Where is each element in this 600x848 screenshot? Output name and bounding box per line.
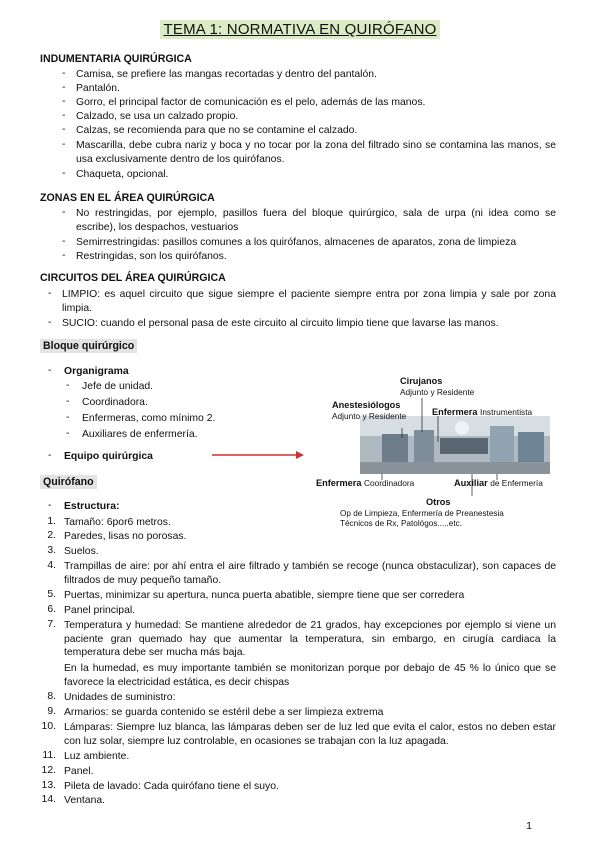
enf2-bold: Enfermera (316, 478, 362, 488)
list-item: Lámparas: Siempre luz blanca, las lámparas deben ser de luz led que evita el calor, estos no deben estar con luz solar, siempre luz controlable, en ocasiones se trabajan con la luz apagada. (64, 722, 556, 747)
arrow-right-icon (210, 448, 306, 462)
list-item: Luz ambiente. (64, 751, 130, 762)
bullet-dash: - (66, 380, 70, 391)
label-otros: Otros (426, 497, 451, 507)
bloque-heading-text: Bloque quirúrgico (40, 339, 137, 353)
list-item: SUCIO: cuando el personal pasa de este circuito al circuito limpio tiene que lavarse las manos. (62, 318, 499, 329)
heading-indumentaria: INDUMENTARIA QUIRÚRGICA (40, 53, 192, 65)
label-otros-l1: Op de Limpieza, Enfermería de Preanestesia (340, 509, 504, 518)
item-number: 10. (41, 721, 56, 732)
list-item: Temperatura y humedad: Se mantiene alrededor de 21 grados, hay excepciones por ejemplo si viene un paciente gran quemado hay que aumentar la temperatura, sin embargo, en cirugía cardiaca la temperatura debe ser mucha más baja. (64, 620, 556, 658)
estructura-label: Estructura: (64, 501, 120, 512)
item-number: 7. (47, 619, 56, 630)
heading-zonas: ZONAS EN EL ÁREA QUIRÚRGICA (40, 192, 215, 204)
label-enfermera-instrumentista (432, 407, 532, 417)
list-item: Mascarilla, debe cubra nariz y boca y no tocar por la zona del filtrado sino se contamina las manos, se usa exclusivamente dentro de los quirófanos. (76, 140, 556, 165)
bullet-dash: - (66, 428, 70, 439)
bullet-dash: - (62, 236, 66, 247)
item-number: 1. (47, 516, 56, 527)
bullet-dash: - (62, 124, 66, 135)
bullet-dash: - (66, 396, 70, 407)
bullet-dash: - (48, 288, 52, 299)
list-item: Tamaño: 6por6 metros. (64, 517, 171, 528)
surgical-team-figure (316, 376, 554, 528)
item-number: 11. (42, 750, 56, 761)
bullet-dash: - (66, 412, 70, 423)
bullet-dash: - (48, 500, 52, 511)
label-anestesiologos-sub: Adjunto y Residente (332, 411, 407, 421)
list-item: Restringidas, son los quirófanos. (76, 251, 227, 262)
page-title: TEMA 1: NORMATIVA EN QUIRÓFANO (160, 20, 441, 39)
list-item: Enfermeras, como mínimo 2. (82, 413, 216, 424)
list-item: Puertas, minimizar su apertura, nunca puerta abatible, siempre tiene que ser corredera (64, 590, 465, 601)
list-item: Auxiliares de enfermería. (82, 429, 198, 440)
bullet-dash: - (62, 139, 66, 150)
item-number: 4. (47, 560, 56, 571)
list-item: Gorro, el principal factor de comunicación es el pelo, además de las manos. (76, 97, 426, 108)
label-cirujanos-sub: Adjunto y Residente (400, 387, 475, 397)
label-anestesiologos: Anestesiólogos (332, 400, 401, 410)
enf-rest: Instrumentista (480, 407, 533, 417)
list-item: Jefe de unidad. (82, 381, 154, 392)
list-item: Panel. (64, 766, 94, 777)
label-otros-l2: Técnicos de Rx, Patológos.....etc. (340, 519, 462, 528)
item-number: 5. (47, 589, 56, 600)
list-item: Paredes, lisas no porosas. (64, 531, 187, 542)
page-number: 1 (526, 820, 532, 832)
list-item: Camisa, se prefiere las mangas recortadas y dentro del pantalón. (76, 69, 377, 80)
list-item: Unidades de suministro: (64, 692, 176, 703)
list-item: LIMPIO: es aquel circuito que sigue siempre el paciente siempre entra por zona limpia y sale por zona limpia. (62, 289, 556, 314)
item-number: 12. (41, 765, 56, 776)
aux-bold: Auxiliar (454, 478, 488, 488)
list-item: Ventana. (64, 795, 106, 806)
bullet-dash: - (62, 68, 66, 79)
list-item: Pileta de lavado: Cada quirófano tiene el suyo. (64, 781, 279, 792)
bullet-dash: - (62, 168, 66, 179)
title-wrap (0, 20, 600, 39)
organigrama-label: Organigrama (64, 366, 129, 377)
item-number: 13. (41, 780, 56, 791)
item-number: 14. (41, 794, 56, 805)
bullet-dash: - (62, 110, 66, 121)
item-number: 8. (47, 691, 56, 702)
heading-bloque (40, 340, 137, 352)
list-item: Calzas, se recomienda para que no se contamine el calzado. (76, 125, 358, 136)
list-item: Semirrestringidas: pasillos comunes a los quirófanos, almacenes de aparatos, zona de limpieza (76, 237, 517, 248)
list-item: Suelos. (64, 546, 99, 557)
list-item: Trampillas de aire: por ahí entra el aire filtrado y también se recoge (nunca obstaculizar), son capaces de filtrados de muy pequeño tamaño. (64, 561, 556, 586)
bullet-dash: - (62, 96, 66, 107)
aux-rest: de Enfermería (490, 478, 543, 488)
list-item: Chaqueta, opcional. (76, 169, 169, 180)
label-cirujanos: Cirujanos (400, 376, 443, 386)
label-enfermera-coordinadora (316, 478, 414, 488)
bullet-dash: - (48, 365, 52, 376)
bullet-dash: - (62, 250, 66, 261)
heading-circuitos: CIRCUITOS DEL ÁREA QUIRÚRGICA (40, 272, 226, 284)
bullet-dash: - (62, 207, 66, 218)
heading-quirofano (40, 476, 97, 488)
item-number: 3. (47, 545, 56, 556)
list-item: Armarios: se guarda contenido se estéril debe a ser limpieza extrema (64, 707, 384, 718)
list-item: Panel principal. (64, 605, 136, 616)
enf-bold: Enfermera (432, 407, 478, 417)
quirofano-heading-text: Quirófano (40, 475, 97, 489)
item-number: 9. (47, 706, 56, 717)
label-auxiliar (454, 478, 543, 488)
bullet-dash: - (48, 450, 52, 461)
equipo-label: Equipo quirúrgica (64, 451, 153, 462)
item-number: 2. (47, 530, 56, 541)
list-item: Coordinadora. (82, 397, 148, 408)
bullet-dash: - (48, 317, 52, 328)
list-item: Calzado, se usa un calzado propio. (76, 111, 239, 122)
item-number: 6. (47, 604, 56, 615)
enf2-rest: Coordinadora (364, 478, 415, 488)
list-item: No restringidas, por ejemplo, pasillos fuera del bloque quirúrgico, sala de urpa (ni idea como se escribe), los despachos, vestuarios (76, 208, 556, 233)
bullet-dash: - (62, 82, 66, 93)
list-item: Pantalón. (76, 83, 120, 94)
list-item-continuation: En la humedad, es muy importante también se monitorizan porque por debajo de 45 % lo único que se favorece la electricidad estática, es decir chispas (64, 663, 556, 688)
